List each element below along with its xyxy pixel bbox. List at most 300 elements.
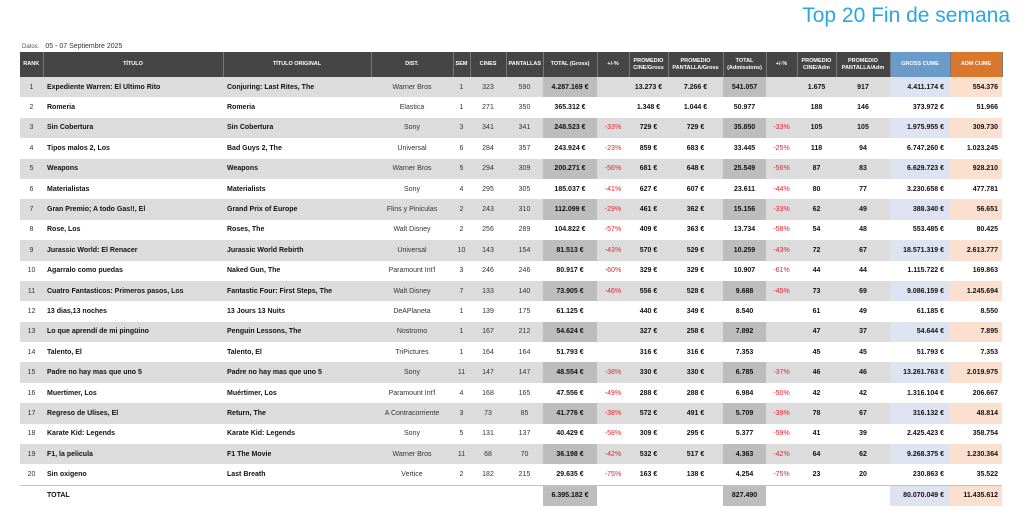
cell-sem: 7 bbox=[453, 281, 470, 301]
cell-cines: 341 bbox=[470, 118, 506, 138]
table-header-row bbox=[20, 52, 1002, 77]
cell-total-admissions: 5.377 bbox=[723, 424, 766, 444]
cell-total-gross: 61.125 € bbox=[543, 301, 597, 321]
total-row bbox=[20, 485, 1002, 506]
cell-prom-pantalla-adm: 146 bbox=[836, 97, 890, 117]
cell-titulo-original: Fantastic Four: First Steps, The bbox=[223, 281, 371, 301]
cell-cines: 167 bbox=[470, 322, 506, 342]
cell-total-admissions: 6.785 bbox=[723, 362, 766, 382]
cell-total-admissions: 25.549 bbox=[723, 159, 766, 179]
col-header-titulo-original[interactable]: TÍTULO ORIGINAL bbox=[223, 52, 371, 77]
cell-rank: 11 bbox=[20, 281, 43, 301]
col-header-gross-cume[interactable]: GROSS CUME bbox=[890, 52, 950, 77]
cell-prom-cine-adm: 61 bbox=[797, 301, 836, 321]
cell-adm-cume: 928.210 bbox=[950, 159, 1002, 179]
cell-gross-cume: 61.185 € bbox=[890, 301, 950, 321]
cell-total-admissions: 9.688 bbox=[723, 281, 766, 301]
col-header-sem[interactable]: SEM bbox=[453, 52, 470, 77]
table-row[interactable] bbox=[20, 220, 1002, 240]
cell-sem: 11 bbox=[453, 362, 470, 382]
cell-titulo-original: Roses, The bbox=[223, 220, 371, 240]
cell-titulo: Regreso de Ulises, El bbox=[43, 403, 223, 423]
cell-total-gross: 81.513 € bbox=[543, 240, 597, 260]
cell-rank: 19 bbox=[20, 444, 43, 464]
cell-total-admissions: 7.892 bbox=[723, 322, 766, 342]
cell-prom-cine-gross: 556 € bbox=[629, 281, 668, 301]
cell-rank: 1 bbox=[20, 77, 43, 97]
table-row[interactable] bbox=[20, 179, 1002, 199]
cell-gross-pct: -49% bbox=[597, 383, 629, 403]
cell-rank: 3 bbox=[20, 118, 43, 138]
cell-prom-pantalla-adm: 67 bbox=[836, 403, 890, 423]
cell-adm-pct: -50% bbox=[766, 383, 797, 403]
total-admissions: 827.490 bbox=[723, 485, 766, 506]
cell-prom-cine-adm: 118 bbox=[797, 138, 836, 158]
cell-sem: 3 bbox=[453, 403, 470, 423]
total-spacer bbox=[20, 485, 43, 506]
cell-prom-cine-gross: 330 € bbox=[629, 362, 668, 382]
cell-titulo: Gran Premio; A todo Gas!!, El bbox=[43, 199, 223, 219]
col-header-prom-pantalla-gross[interactable]: PROMEDIO PANTALLA/Gross bbox=[668, 52, 723, 77]
cell-titulo-original: Muértimer, Los bbox=[223, 383, 371, 403]
cell-titulo-original: Materialists bbox=[223, 179, 371, 199]
col-header-adm-cume[interactable]: ADM CUME bbox=[950, 52, 1002, 77]
cell-adm-pct: -33% bbox=[766, 118, 797, 138]
cell-gross-cume: 9.086.159 € bbox=[890, 281, 950, 301]
cell-prom-cine-adm: 188 bbox=[797, 97, 836, 117]
cell-prom-pantalla-adm: 77 bbox=[836, 179, 890, 199]
cell-adm-cume: 8.550 bbox=[950, 301, 1002, 321]
cell-rank: 16 bbox=[20, 383, 43, 403]
cell-prom-pantalla-gross: 529 € bbox=[668, 240, 723, 260]
cell-pantallas: 215 bbox=[506, 464, 543, 485]
cell-sem: 5 bbox=[453, 159, 470, 179]
col-header-total-gross[interactable]: TOTAL (Gross) bbox=[543, 52, 597, 77]
cell-gross-pct: -38% bbox=[597, 403, 629, 423]
cell-cines: 182 bbox=[470, 464, 506, 485]
cell-adm-cume: 35.522 bbox=[950, 464, 1002, 485]
cell-dist: Sony bbox=[371, 362, 453, 382]
cell-total-gross: 4.287.169 € bbox=[543, 77, 597, 97]
cell-prom-pantalla-gross: 362 € bbox=[668, 199, 723, 219]
cell-gross-cume: 6.629.723 € bbox=[890, 159, 950, 179]
col-header-rank[interactable]: RANK bbox=[20, 52, 43, 77]
cell-gross-pct: -57% bbox=[597, 220, 629, 240]
cell-gross-pct: -38% bbox=[597, 362, 629, 382]
table-row[interactable] bbox=[20, 281, 1002, 301]
cell-sem: 11 bbox=[453, 444, 470, 464]
cell-total-gross: 185.037 € bbox=[543, 179, 597, 199]
cell-pantallas: 305 bbox=[506, 179, 543, 199]
cell-prom-cine-adm: 41 bbox=[797, 424, 836, 444]
cell-dist: Universal bbox=[371, 138, 453, 158]
cell-total-admissions: 5.709 bbox=[723, 403, 766, 423]
cell-titulo: Sin Cobertura bbox=[43, 118, 223, 138]
table-row[interactable] bbox=[20, 342, 1002, 362]
cell-adm-pct: -25% bbox=[766, 138, 797, 158]
cell-prom-pantalla-adm: 83 bbox=[836, 159, 890, 179]
cell-prom-pantalla-gross: 528 € bbox=[668, 281, 723, 301]
table-row[interactable] bbox=[20, 199, 1002, 219]
cell-prom-cine-adm: 1.675 bbox=[797, 77, 836, 97]
cell-prom-pantalla-adm: 48 bbox=[836, 220, 890, 240]
cell-sem: 3 bbox=[453, 261, 470, 281]
cell-total-admissions: 13.734 bbox=[723, 220, 766, 240]
cell-prom-cine-gross: 327 € bbox=[629, 322, 668, 342]
cell-prom-pantalla-gross: 363 € bbox=[668, 220, 723, 240]
cell-rank: 5 bbox=[20, 159, 43, 179]
table-row[interactable] bbox=[20, 322, 1002, 342]
cell-prom-pantalla-adm: 37 bbox=[836, 322, 890, 342]
cell-rank: 14 bbox=[20, 342, 43, 362]
cell-pantallas: 165 bbox=[506, 383, 543, 403]
table-row[interactable] bbox=[20, 261, 1002, 281]
cell-pantallas: 70 bbox=[506, 444, 543, 464]
cell-prom-pantalla-gross: 1.044 € bbox=[668, 97, 723, 117]
cell-cines: 143 bbox=[470, 240, 506, 260]
col-header-adm-pct[interactable]: +/-% bbox=[766, 52, 797, 77]
cell-prom-pantalla-adm: 39 bbox=[836, 424, 890, 444]
cell-cines: 147 bbox=[470, 362, 506, 382]
page-title: Top 20 Fin de semana bbox=[802, 4, 1010, 27]
cell-adm-cume: 7.895 bbox=[950, 322, 1002, 342]
cell-dist: Warner Bros bbox=[371, 159, 453, 179]
cell-dist: Sony bbox=[371, 118, 453, 138]
cell-adm-pct bbox=[766, 77, 797, 97]
cell-cines: 323 bbox=[470, 77, 506, 97]
cell-total-gross: 51.793 € bbox=[543, 342, 597, 362]
cell-gross-pct: -23% bbox=[597, 138, 629, 158]
cell-dist: Walt Disney bbox=[371, 281, 453, 301]
cell-adm-cume: 7.353 bbox=[950, 342, 1002, 362]
cell-dist: Walt Disney bbox=[371, 220, 453, 240]
cell-pantallas: 590 bbox=[506, 77, 543, 97]
cell-pantallas: 154 bbox=[506, 240, 543, 260]
cell-gross-cume: 6.747.260 € bbox=[890, 138, 950, 158]
cell-pantallas: 246 bbox=[506, 261, 543, 281]
total-label: TOTAL bbox=[43, 485, 223, 506]
cell-titulo-original: Bad Guys 2, The bbox=[223, 138, 371, 158]
cell-cines: 131 bbox=[470, 424, 506, 444]
cell-adm-pct: -58% bbox=[766, 220, 797, 240]
cell-adm-cume: 1.245.694 bbox=[950, 281, 1002, 301]
cell-prom-cine-gross: 288 € bbox=[629, 383, 668, 403]
cell-prom-pantalla-gross: 491 € bbox=[668, 403, 723, 423]
cell-pantallas: 309 bbox=[506, 159, 543, 179]
cell-gross-pct bbox=[597, 322, 629, 342]
total-gross-cume: 80.070.049 € bbox=[890, 485, 950, 506]
cell-adm-cume: 1.023.245 bbox=[950, 138, 1002, 158]
table-row[interactable] bbox=[20, 240, 1002, 260]
cell-prom-cine-gross: 316 € bbox=[629, 342, 668, 362]
cell-pantallas: 175 bbox=[506, 301, 543, 321]
cell-gross-cume: 316.132 € bbox=[890, 403, 950, 423]
cell-rank: 13 bbox=[20, 322, 43, 342]
cell-dist: Paramount Int'l bbox=[371, 261, 453, 281]
cell-gross-cume: 1.115.722 € bbox=[890, 261, 950, 281]
cell-prom-cine-adm: 47 bbox=[797, 322, 836, 342]
cell-prom-cine-gross: 409 € bbox=[629, 220, 668, 240]
cell-cines: 246 bbox=[470, 261, 506, 281]
cell-gross-cume: 553.485 € bbox=[890, 220, 950, 240]
table-row[interactable] bbox=[20, 77, 1002, 97]
cell-pantallas: 85 bbox=[506, 403, 543, 423]
cell-dist: Flins y Piniculas bbox=[371, 199, 453, 219]
cell-titulo: 13 dias,13 noches bbox=[43, 301, 223, 321]
cell-prom-cine-adm: 73 bbox=[797, 281, 836, 301]
cell-adm-pct bbox=[766, 342, 797, 362]
cell-gross-cume: 51.793 € bbox=[890, 342, 950, 362]
cell-adm-cume: 309.730 bbox=[950, 118, 1002, 138]
col-header-prom-cine-adm[interactable]: PROMEDIO CINE/Adm bbox=[797, 52, 836, 77]
cell-gross-pct: -58% bbox=[597, 424, 629, 444]
cell-gross-pct: -75% bbox=[597, 464, 629, 485]
cell-dist: Nostromo bbox=[371, 322, 453, 342]
col-header-titulo[interactable]: TÍTULO bbox=[43, 52, 223, 77]
cell-cines: 133 bbox=[470, 281, 506, 301]
cell-titulo: Weapons bbox=[43, 159, 223, 179]
cell-adm-cume: 2.613.777 bbox=[950, 240, 1002, 260]
cell-gross-pct bbox=[597, 77, 629, 97]
col-header-cines[interactable]: CINES bbox=[470, 52, 506, 77]
cell-adm-pct: -45% bbox=[766, 281, 797, 301]
cell-prom-cine-gross: 681 € bbox=[629, 159, 668, 179]
cell-prom-pantalla-gross: 138 € bbox=[668, 464, 723, 485]
cell-total-admissions: 35.850 bbox=[723, 118, 766, 138]
cell-adm-cume: 477.781 bbox=[950, 179, 1002, 199]
col-header-prom-pantalla-adm[interactable]: PROMEDIO PANTALLA/Adm bbox=[836, 52, 890, 77]
cell-prom-cine-adm: 45 bbox=[797, 342, 836, 362]
cell-sem: 1 bbox=[453, 97, 470, 117]
table-row[interactable] bbox=[20, 383, 1002, 403]
cell-dist: Paramount Int'l bbox=[371, 383, 453, 403]
cell-total-admissions: 6.984 bbox=[723, 383, 766, 403]
cell-cines: 295 bbox=[470, 179, 506, 199]
cell-adm-pct: -37% bbox=[766, 362, 797, 382]
cell-prom-cine-adm: 44 bbox=[797, 261, 836, 281]
cell-adm-cume: 2.019.975 bbox=[950, 362, 1002, 382]
cell-prom-pantalla-adm: 49 bbox=[836, 301, 890, 321]
cell-total-admissions: 4.254 bbox=[723, 464, 766, 485]
cell-prom-pantalla-gross: 517 € bbox=[668, 444, 723, 464]
cell-rank: 6 bbox=[20, 179, 43, 199]
cell-prom-pantalla-adm: 69 bbox=[836, 281, 890, 301]
cell-titulo: Jurassic World: El Renacer bbox=[43, 240, 223, 260]
cell-prom-cine-gross: 440 € bbox=[629, 301, 668, 321]
cell-gross-pct: -29% bbox=[597, 199, 629, 219]
cell-sem: 4 bbox=[453, 383, 470, 403]
cell-prom-cine-adm: 80 bbox=[797, 179, 836, 199]
cell-adm-pct: -42% bbox=[766, 444, 797, 464]
cell-pantallas: 164 bbox=[506, 342, 543, 362]
cell-prom-pantalla-gross: 288 € bbox=[668, 383, 723, 403]
cell-pantallas: 341 bbox=[506, 118, 543, 138]
cell-dist: Vertice bbox=[371, 464, 453, 485]
cell-titulo: Tipos malos 2, Los bbox=[43, 138, 223, 158]
cell-prom-cine-gross: 461 € bbox=[629, 199, 668, 219]
cell-prom-pantalla-adm: 62 bbox=[836, 444, 890, 464]
cell-adm-pct: -75% bbox=[766, 464, 797, 485]
cell-titulo: Sin oxigeno bbox=[43, 464, 223, 485]
table-row[interactable] bbox=[20, 403, 1002, 423]
cell-sem: 1 bbox=[453, 342, 470, 362]
table-row[interactable] bbox=[20, 97, 1002, 117]
cell-titulo: Cuatro Fantasticos: Primeros pasos, Los bbox=[43, 281, 223, 301]
cell-cines: 168 bbox=[470, 383, 506, 403]
cell-gross-pct bbox=[597, 342, 629, 362]
cell-cines: 256 bbox=[470, 220, 506, 240]
cell-prom-cine-gross: 729 € bbox=[629, 118, 668, 138]
cell-titulo: Agarralo como puedas bbox=[43, 261, 223, 281]
cell-pantallas: 147 bbox=[506, 362, 543, 382]
cell-prom-cine-adm: 23 bbox=[797, 464, 836, 485]
cell-prom-pantalla-gross: 316 € bbox=[668, 342, 723, 362]
table-row[interactable] bbox=[20, 424, 1002, 444]
cell-prom-pantalla-gross: 729 € bbox=[668, 118, 723, 138]
cell-prom-pantalla-gross: 330 € bbox=[668, 362, 723, 382]
cell-cines: 243 bbox=[470, 199, 506, 219]
cell-sem: 1 bbox=[453, 322, 470, 342]
cell-total-admissions: 23.611 bbox=[723, 179, 766, 199]
cell-adm-pct: -39% bbox=[766, 403, 797, 423]
cell-titulo-original: Grand Prix of Europe bbox=[223, 199, 371, 219]
cell-titulo: Romeria bbox=[43, 97, 223, 117]
cell-adm-pct bbox=[766, 301, 797, 321]
cell-sem: 6 bbox=[453, 138, 470, 158]
cell-prom-cine-gross: 329 € bbox=[629, 261, 668, 281]
cell-total-admissions: 4.363 bbox=[723, 444, 766, 464]
cell-titulo: Materialistas bbox=[43, 179, 223, 199]
cell-prom-pantalla-adm: 20 bbox=[836, 464, 890, 485]
col-header-total-admissions[interactable]: TOTAL (Admissions) bbox=[723, 52, 766, 77]
cell-titulo-original: Padre no hay mas que uno 5 bbox=[223, 362, 371, 382]
cell-gross-cume: 1.975.955 € bbox=[890, 118, 950, 138]
cell-prom-cine-gross: 13.273 € bbox=[629, 77, 668, 97]
cell-titulo-original: Sin Cobertura bbox=[223, 118, 371, 138]
table-row[interactable] bbox=[20, 118, 1002, 138]
cell-cines: 139 bbox=[470, 301, 506, 321]
table-row[interactable] bbox=[20, 301, 1002, 321]
cell-prom-cine-adm: 54 bbox=[797, 220, 836, 240]
cell-prom-pantalla-gross: 329 € bbox=[668, 261, 723, 281]
cell-pantallas: 350 bbox=[506, 97, 543, 117]
cell-gross-cume: 230.863 € bbox=[890, 464, 950, 485]
cell-pantallas: 140 bbox=[506, 281, 543, 301]
cell-adm-cume: 169.863 bbox=[950, 261, 1002, 281]
table-row[interactable] bbox=[20, 362, 1002, 382]
cell-titulo-original: Karate Kid: Legends bbox=[223, 424, 371, 444]
cell-prom-cine-adm: 42 bbox=[797, 383, 836, 403]
cell-sem: 2 bbox=[453, 220, 470, 240]
cell-total-gross: 40.429 € bbox=[543, 424, 597, 444]
cell-total-gross: 248.523 € bbox=[543, 118, 597, 138]
cell-total-gross: 365.312 € bbox=[543, 97, 597, 117]
cell-gross-pct bbox=[597, 97, 629, 117]
cell-adm-pct: -61% bbox=[766, 261, 797, 281]
cell-titulo: Karate Kid: Legends bbox=[43, 424, 223, 444]
cell-prom-cine-adm: 78 bbox=[797, 403, 836, 423]
box-office-table bbox=[20, 52, 1003, 506]
cell-prom-pantalla-gross: 295 € bbox=[668, 424, 723, 444]
cell-gross-pct: -60% bbox=[597, 261, 629, 281]
table-row[interactable] bbox=[20, 138, 1002, 158]
cell-rank: 8 bbox=[20, 220, 43, 240]
cell-prom-cine-adm: 62 bbox=[797, 199, 836, 219]
cell-gross-pct: -43% bbox=[597, 240, 629, 260]
cell-titulo-original: 13 Jours 13 Nuits bbox=[223, 301, 371, 321]
cell-adm-pct: -33% bbox=[766, 199, 797, 219]
col-header-dist[interactable]: DIST. bbox=[371, 52, 453, 77]
cell-rank: 9 bbox=[20, 240, 43, 260]
table-row[interactable] bbox=[20, 159, 1002, 179]
table-row[interactable] bbox=[20, 444, 1002, 464]
cell-gross-cume: 3.230.658 € bbox=[890, 179, 950, 199]
cell-pantallas: 137 bbox=[506, 424, 543, 444]
cell-total-gross: 41.776 € bbox=[543, 403, 597, 423]
cell-prom-pantalla-gross: 648 € bbox=[668, 159, 723, 179]
cell-cines: 73 bbox=[470, 403, 506, 423]
cell-sem: 10 bbox=[453, 240, 470, 260]
cell-gross-pct: -56% bbox=[597, 159, 629, 179]
cell-titulo: Muertimer, Los bbox=[43, 383, 223, 403]
cell-adm-pct: -44% bbox=[766, 179, 797, 199]
col-header-prom-cine-gross[interactable]: PROMEDIO CINE/Gross bbox=[629, 52, 668, 77]
cell-prom-cine-adm: 46 bbox=[797, 362, 836, 382]
cell-adm-cume: 80.425 bbox=[950, 220, 1002, 240]
cell-dist: Sony bbox=[371, 179, 453, 199]
cell-gross-cume: 373.972 € bbox=[890, 97, 950, 117]
cell-gross-pct: -46% bbox=[597, 281, 629, 301]
cell-prom-pantalla-adm: 67 bbox=[836, 240, 890, 260]
cell-sem: 1 bbox=[453, 301, 470, 321]
cell-prom-cine-gross: 532 € bbox=[629, 444, 668, 464]
cell-titulo: Rose, Los bbox=[43, 220, 223, 240]
cell-prom-pantalla-adm: 105 bbox=[836, 118, 890, 138]
cell-gross-pct: -42% bbox=[597, 444, 629, 464]
cell-adm-pct: -59% bbox=[766, 424, 797, 444]
cell-gross-pct: -33% bbox=[597, 118, 629, 138]
cell-total-admissions: 33.445 bbox=[723, 138, 766, 158]
cell-prom-pantalla-adm: 917 bbox=[836, 77, 890, 97]
col-header-pantallas[interactable]: PANTALLAS bbox=[506, 52, 543, 77]
cell-prom-cine-adm: 105 bbox=[797, 118, 836, 138]
cell-gross-pct: -41% bbox=[597, 179, 629, 199]
cell-total-admissions: 7.353 bbox=[723, 342, 766, 362]
cell-titulo-original: Penguin Lessons, The bbox=[223, 322, 371, 342]
cell-total-admissions: 8.540 bbox=[723, 301, 766, 321]
date-range bbox=[22, 43, 122, 50]
cell-dist: Warner Bros bbox=[371, 444, 453, 464]
cell-dist: DeAPlaneta bbox=[371, 301, 453, 321]
cell-rank: 4 bbox=[20, 138, 43, 158]
table-row[interactable] bbox=[20, 464, 1002, 485]
cell-adm-cume: 206.667 bbox=[950, 383, 1002, 403]
cell-adm-pct: -43% bbox=[766, 240, 797, 260]
cell-rank: 20 bbox=[20, 464, 43, 485]
cell-dist: Elastica bbox=[371, 97, 453, 117]
cell-gross-cume: 9.268.375 € bbox=[890, 444, 950, 464]
cell-titulo-original: Naked Gun, The bbox=[223, 261, 371, 281]
col-header-gross-pct[interactable]: +/-% bbox=[597, 52, 629, 77]
cell-adm-cume: 554.376 bbox=[950, 77, 1002, 97]
cell-titulo: Expediente Warren: El Ultimo Rito bbox=[43, 77, 223, 97]
cell-prom-pantalla-adm: 42 bbox=[836, 383, 890, 403]
cell-prom-cine-gross: 570 € bbox=[629, 240, 668, 260]
cell-sem: 2 bbox=[453, 199, 470, 219]
cell-sem: 3 bbox=[453, 118, 470, 138]
cell-sem: 4 bbox=[453, 179, 470, 199]
cell-adm-cume: 48.814 bbox=[950, 403, 1002, 423]
